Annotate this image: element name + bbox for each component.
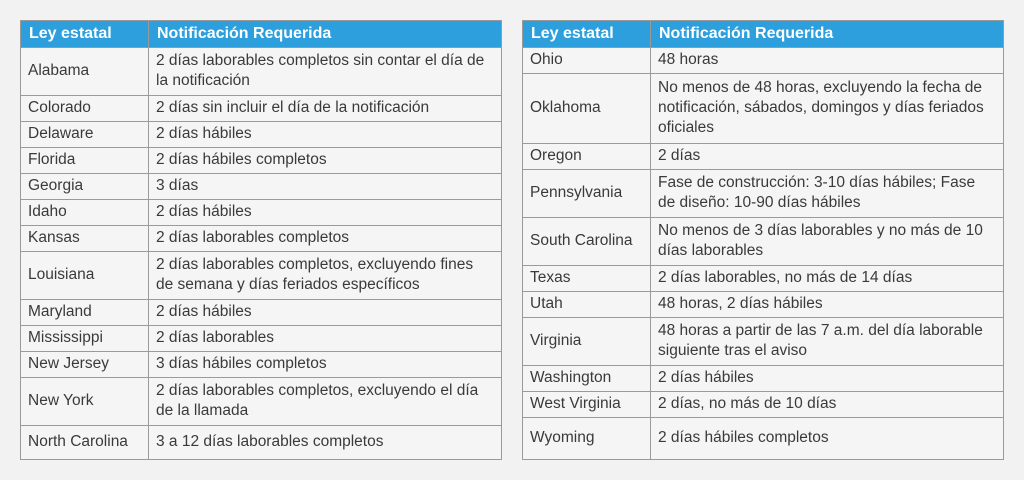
notice-cell: 2 días laborables completos, excluyendo fines de semana y días feriados específicos <box>149 252 502 300</box>
state-cell: Oklahoma <box>523 74 651 144</box>
table-row <box>523 144 1004 170</box>
state-cell: Wyoming <box>523 418 651 460</box>
state-cell: Delaware <box>21 122 149 148</box>
state-cell: Texas <box>523 266 651 292</box>
table-row <box>21 174 502 200</box>
notice-cell: 2 días hábiles <box>149 300 502 326</box>
notice-cell: 2 días hábiles <box>651 366 1004 392</box>
state-cell: Mississippi <box>21 326 149 352</box>
notice-cell: 48 horas a partir de las 7 a.m. del día laborable siguiente tras el aviso <box>651 318 1004 366</box>
table-row <box>21 226 502 252</box>
notice-cell: 48 horas <box>651 48 1004 74</box>
header-required-notice: Notificación Requerida <box>149 21 502 48</box>
header-state-law: Ley estatal <box>523 21 651 48</box>
state-cell: Louisiana <box>21 252 149 300</box>
notice-cell: 2 días hábiles <box>149 122 502 148</box>
table-row <box>523 418 1004 460</box>
notice-cell: 2 días hábiles completos <box>149 148 502 174</box>
notice-cell: No menos de 48 horas, excluyendo la fecha de notificación, sábados, domingos y días feriados oficiales <box>651 74 1004 144</box>
table-row <box>21 326 502 352</box>
state-cell: New York <box>21 378 149 426</box>
table-row <box>523 48 1004 74</box>
table-row <box>523 170 1004 218</box>
table-row <box>21 148 502 174</box>
header-state-law: Ley estatal <box>21 21 149 48</box>
notice-cell: No menos de 3 días laborables y no más de 10 días laborables <box>651 218 1004 266</box>
state-cell: South Carolina <box>523 218 651 266</box>
table-row <box>21 96 502 122</box>
table-row <box>21 378 502 426</box>
notice-cell: 3 a 12 días laborables completos <box>149 426 502 460</box>
state-cell: West Virginia <box>523 392 651 418</box>
table-row <box>523 266 1004 292</box>
notice-cell: 2 días hábiles <box>149 200 502 226</box>
state-cell: North Carolina <box>21 426 149 460</box>
notice-cell: 2 días, no más de 10 días <box>651 392 1004 418</box>
notice-cell: 3 días <box>149 174 502 200</box>
state-cell: Oregon <box>523 144 651 170</box>
notice-cell: 2 días laborables <box>149 326 502 352</box>
state-cell: New Jersey <box>21 352 149 378</box>
state-cell: Florida <box>21 148 149 174</box>
notice-cell: 3 días hábiles completos <box>149 352 502 378</box>
notice-cell: 2 días laborables completos, excluyendo el día de la llamada <box>149 378 502 426</box>
state-cell: Utah <box>523 292 651 318</box>
state-cell: Colorado <box>21 96 149 122</box>
state-cell: Kansas <box>21 226 149 252</box>
state-cell: Maryland <box>21 300 149 326</box>
state-cell: Ohio <box>523 48 651 74</box>
table-row <box>523 292 1004 318</box>
header-required-notice: Notificación Requerida <box>651 21 1004 48</box>
table-row <box>523 318 1004 366</box>
table-row <box>523 74 1004 144</box>
notice-cell: 48 horas, 2 días hábiles <box>651 292 1004 318</box>
table-row <box>523 218 1004 266</box>
table-row <box>523 392 1004 418</box>
notice-cell: 2 días sin incluir el día de la notificación <box>149 96 502 122</box>
table-row <box>21 252 502 300</box>
table-row <box>21 426 502 460</box>
state-cell: Virginia <box>523 318 651 366</box>
notice-cell: 2 días <box>651 144 1004 170</box>
state-cell: Pennsylvania <box>523 170 651 218</box>
table-row <box>21 122 502 148</box>
table-header-row <box>21 21 502 48</box>
notice-cell: 2 días laborables completos sin contar el día de la notificación <box>149 48 502 96</box>
table-row <box>21 200 502 226</box>
table-row <box>21 300 502 326</box>
state-cell: Washington <box>523 366 651 392</box>
notice-cell: 2 días laborables, no más de 14 días <box>651 266 1004 292</box>
table-row <box>21 352 502 378</box>
notice-cell: Fase de construcción: 3-10 días hábiles; Fase de diseño: 10-90 días hábiles <box>651 170 1004 218</box>
table-row <box>523 366 1004 392</box>
table-row <box>21 48 502 96</box>
state-cell: Alabama <box>21 48 149 96</box>
state-cell: Idaho <box>21 200 149 226</box>
table-header-row <box>523 21 1004 48</box>
state-cell: Georgia <box>21 174 149 200</box>
notice-cell: 2 días hábiles completos <box>651 418 1004 460</box>
notice-cell: 2 días laborables completos <box>149 226 502 252</box>
state-law-table-right <box>522 20 1004 460</box>
state-law-table-left <box>20 20 502 460</box>
